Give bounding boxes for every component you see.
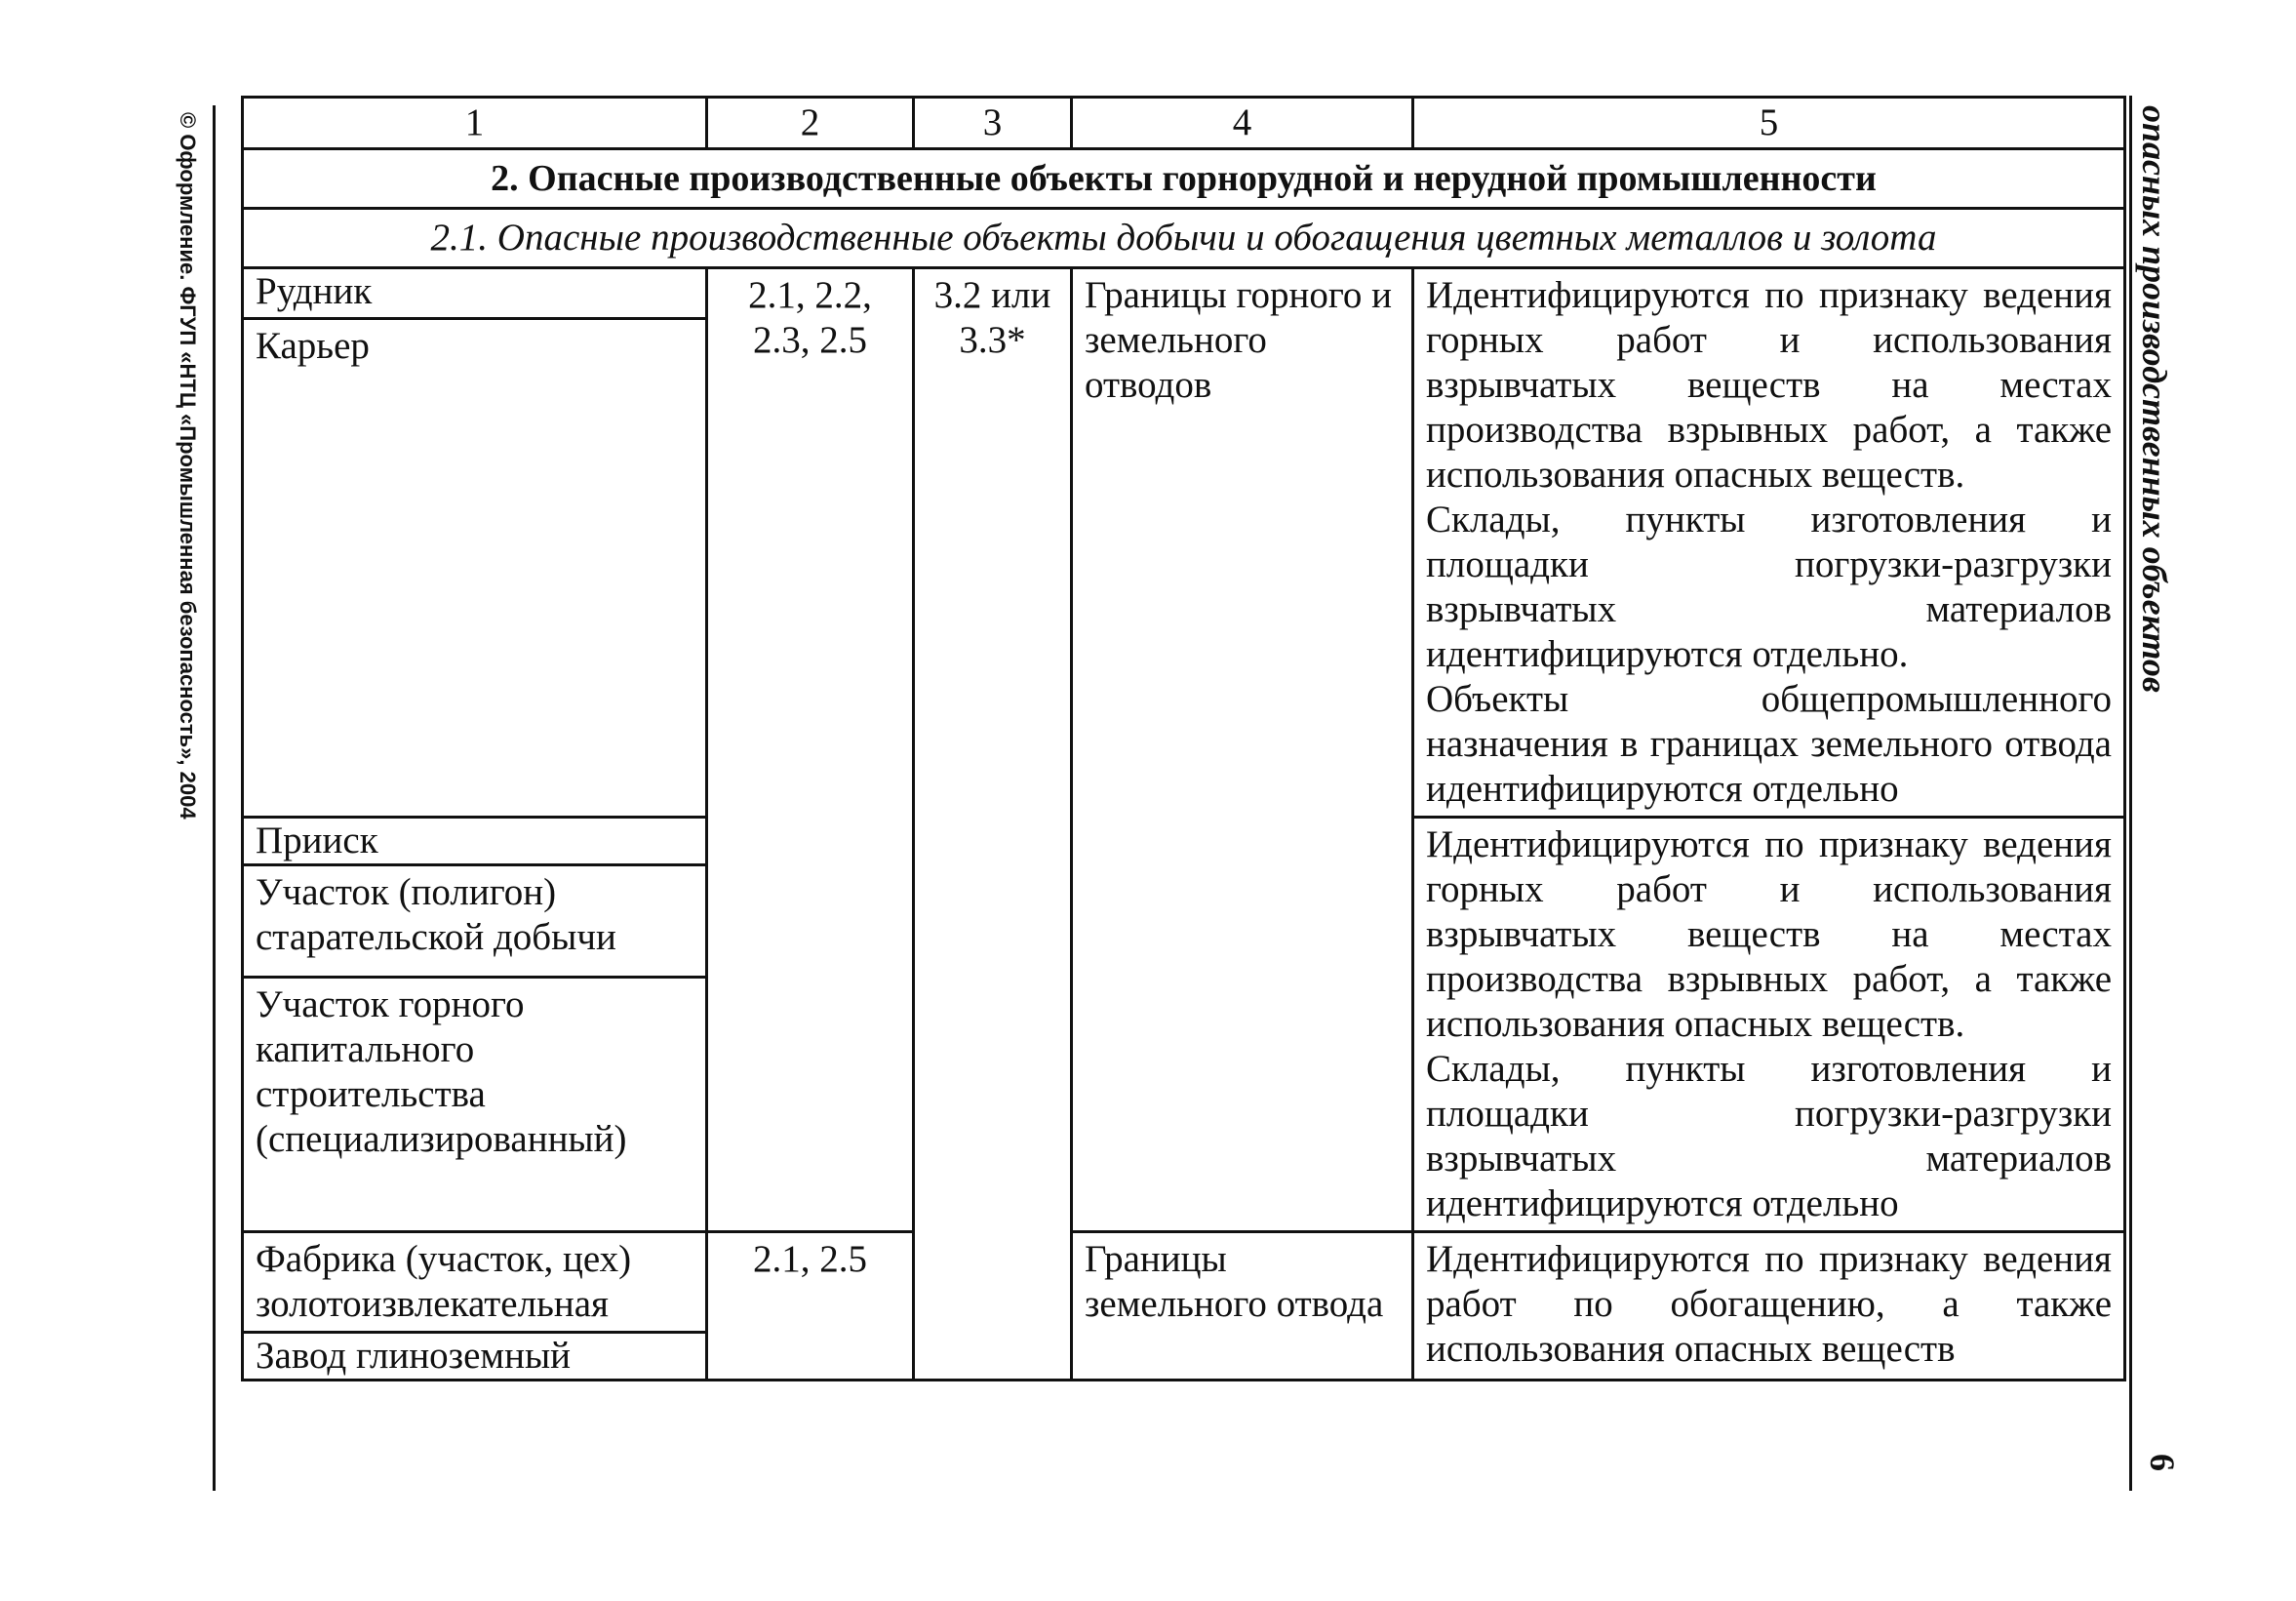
object-name-cell: Карьер [243,319,707,818]
object-name-cell: Участок горного капитального строительства (специализированный) [243,978,707,1232]
note-paragraph: Идентифицируются по признаку ведения горных работ и использования взрывчатых веществ на местах производства взрывных работ, а также использования опасных веществ. [1426,274,2112,496]
object-name-cell: Участок (полигон) старательской добычи [243,865,707,978]
section-row [243,149,2125,209]
copyright-text: © Оформление. ФГУП «НТЦ «Промышленная безопасность», 2004 [176,112,200,820]
note-paragraph: Объекты общепромышленного назначения в границах земельного отвода идентифицируются отдельно [1426,678,2112,810]
column-number-row [243,98,2125,149]
running-header [2135,105,2191,788]
boundary-cell: Границы земельного отвода [1072,1232,1413,1381]
column-number: 4 [1072,98,1413,149]
object-name-cell: Рудник [243,268,707,319]
object-name-cell: Фабрика (участок, цех) золотоизвлекательная [243,1232,707,1333]
table-row [243,1232,2125,1333]
note-paragraph: Склады, пункты изготовления и площадки погрузки-разгрузки взрывчатых материалов идентифицируются отдельно. [1426,499,2112,675]
classification-table [241,96,2126,1381]
object-name-cell: Завод глиноземный [243,1333,707,1381]
column-number: 1 [243,98,707,149]
subsection-title: 2.1. Опасные производственные объекты добычи и обогащения цветных металлов и золота [243,209,2125,268]
note-cell: Идентифицируются по признаку ведения работ по обогащению, а также использования опасных веществ [1413,1232,2125,1381]
section-title: 2. Опасные производственные объекты горнорудной и нерудной промышленности [243,149,2125,209]
copyright-margin-note [168,112,207,951]
right-margin-rule [2129,96,2132,1491]
left-margin-rule [213,105,216,1491]
table-row [243,268,2125,319]
object-name-cell: Прииск [243,818,707,865]
column-number: 3 [914,98,1072,149]
criteria-cell: 2.1, 2.5 [707,1232,914,1381]
note-cell [1413,818,2125,1232]
column-number: 5 [1413,98,2125,149]
subsection-row [243,209,2125,268]
note-cell [1413,268,2125,818]
class-cell: 3.2 или 3.3* [914,268,1072,1381]
boundary-cell: Границы горного и земельного отводов [1072,268,1413,1232]
note-paragraph: Идентифицируются по признаку ведения горных работ и использования взрывчатых веществ на местах производства взрывных работ, а также использования опасных веществ. [1426,823,2112,1045]
page-number-text: 6 [2143,1454,2182,1471]
running-header-text: опасных производственных объектов [2135,105,2174,693]
column-number: 2 [707,98,914,149]
note-paragraph: Склады, пункты изготовления и площадки погрузки-разгрузки взрывчатых материалов идентифицируются отдельно [1426,1048,2112,1224]
criteria-cell: 2.1, 2.2, 2.3, 2.5 [707,268,914,1232]
page-number [2143,1454,2189,1493]
